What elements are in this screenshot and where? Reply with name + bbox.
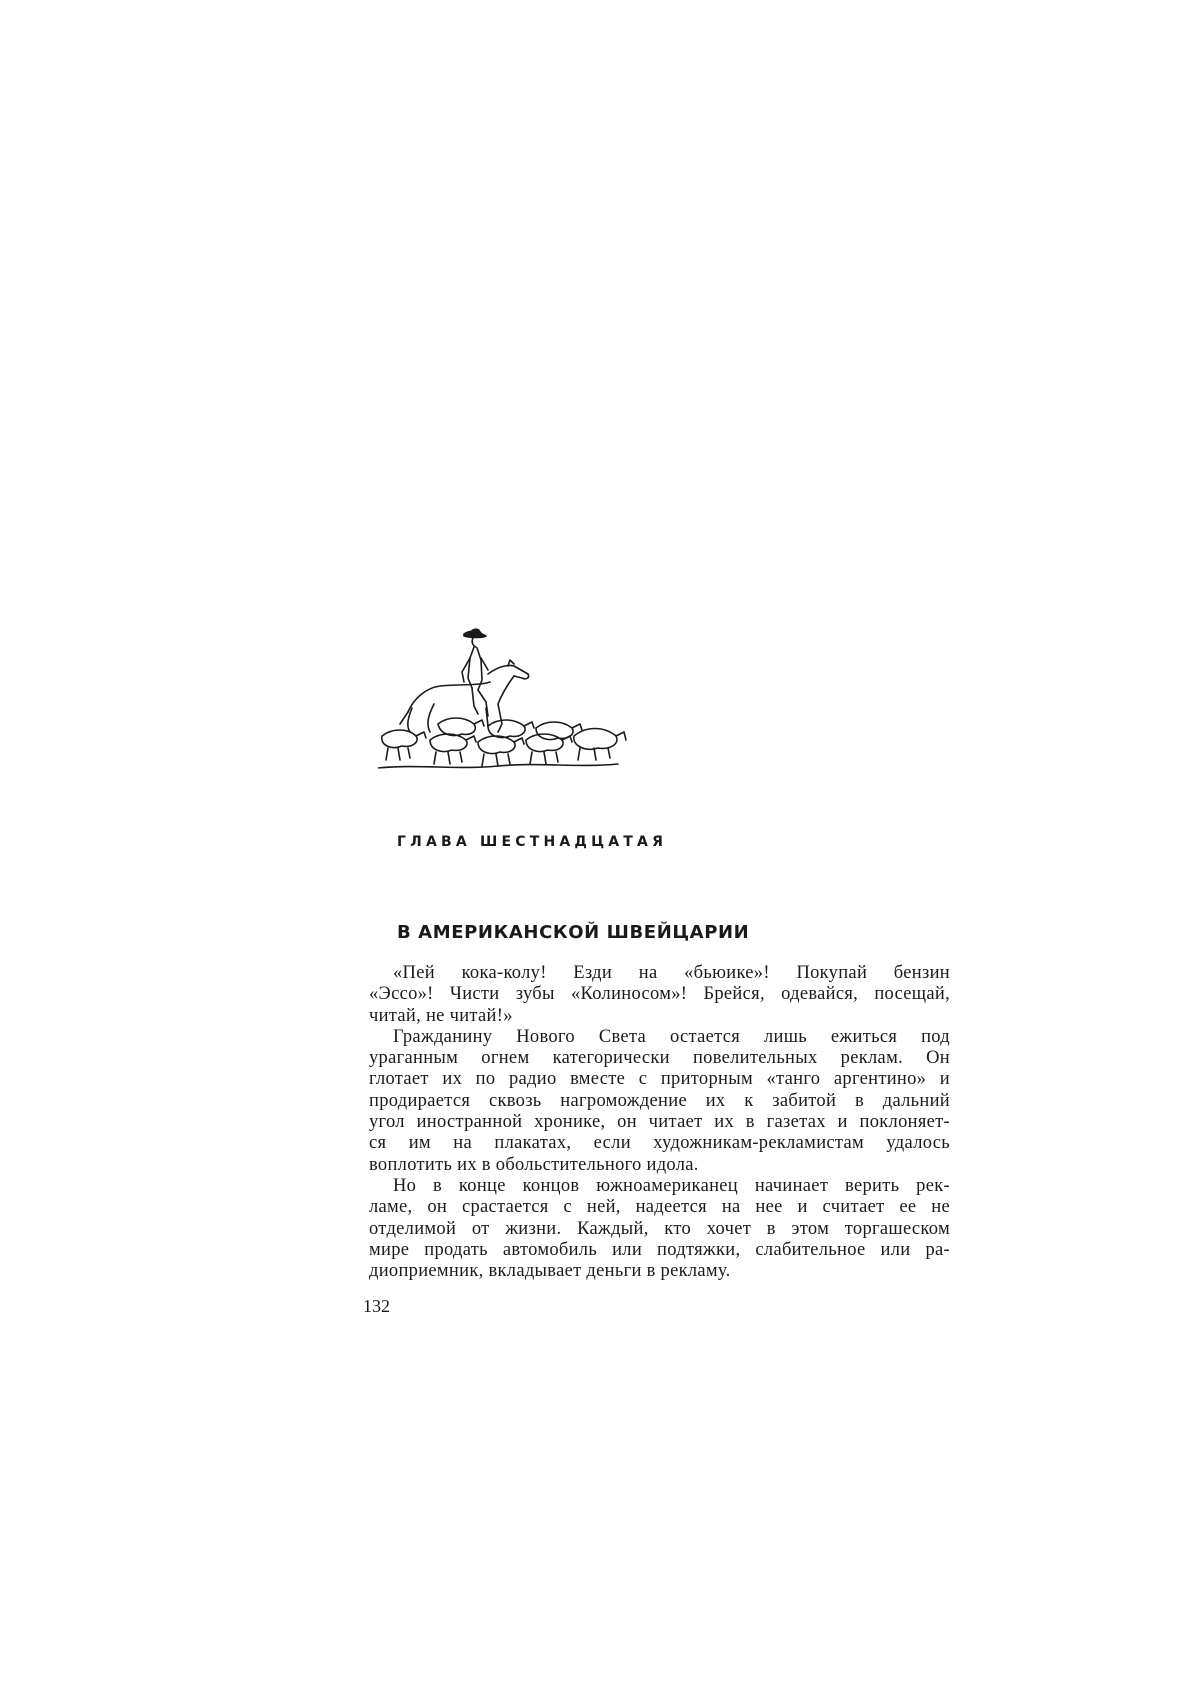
text-line: мире продать автомобиль или подтяжки, слабительное или ра- — [369, 1239, 950, 1260]
chapter-title: В АМЕРИКАНСКОЙ ШВЕЙЦАРИИ — [397, 922, 750, 943]
chapter-illustration-gaucho-with-sheep — [378, 628, 664, 798]
page-number: 132 — [363, 1296, 390, 1316]
text-line: ламе, он срастается с ней, надеется на нее и считает ее не — [369, 1197, 950, 1218]
text-line: угол иностранной хронике, он читает их в газетах и поклоняет- — [369, 1112, 950, 1133]
text-line: диоприемник, вкладывает деньги в рекламу. — [369, 1261, 731, 1282]
body-text — [369, 963, 950, 1282]
text-line: продирается сквозь нагромождение их к забитой в дальний — [369, 1090, 950, 1111]
text-line: ся им на плакатах, если художникам-рекламистам удалось — [369, 1133, 950, 1154]
chapter-number-label: ГЛАВА ШЕСТНАДЦАТАЯ — [397, 834, 668, 850]
text-line: «Пей кока-колу! Езди на «бьюике»! Покупай бензин — [393, 963, 950, 983]
text-line: отделимой от жизни. Каждый, кто хочет в этом торгашеском — [369, 1218, 950, 1239]
text-line: воплотить их в обольстительного идола. — [369, 1154, 699, 1175]
text-line: ураганным огнем категорически повелительных реклам. Он — [369, 1048, 950, 1069]
text-line: «Эссо»! Чисти зубы «Колиносом»! Брейся, одевайся, посещай, — [369, 984, 950, 1005]
text-line: Гражданину Нового Света остается лишь ежиться под — [393, 1026, 950, 1047]
text-line: Но в конце концов южноамериканец начинает верить рек- — [393, 1175, 950, 1196]
text-line: читай, не читай!» — [369, 1005, 513, 1026]
text-line: глотает их по радио вместе с приторным «танго аргентино» и — [369, 1069, 950, 1090]
